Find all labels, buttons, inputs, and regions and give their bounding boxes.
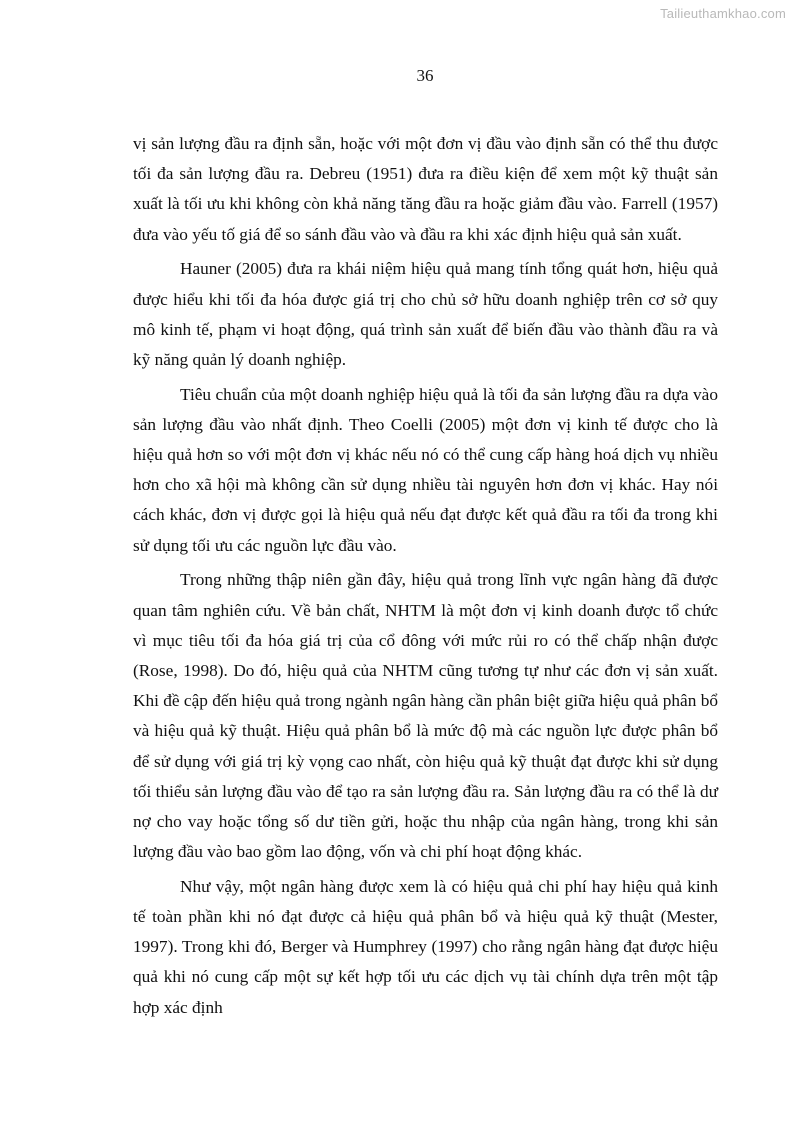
paragraph-cost-efficiency: Như vậy, một ngân hàng được xem là có hiệu quả chi phí hay hiệu quả kinh tế toàn phần khi nó đạt được cả hiệu quả phân bổ và hiệu quả kỹ thuật (Mester, 1997). Trong khi đó, Berger và Humphrey (1997) cho rằng ngân hàng đạt được hiệu quả khi nó cung cấp một sự kết hợp tối ưu các dịch vụ tài chính dựa trên một tập hợp xác định — [133, 876, 718, 1017]
paragraph-hauner: Hauner (2005) đưa ra khái niệm hiệu quả mang tính tổng quát hơn, hiệu quả được hiểu khi tối đa hóa được giá trị cho chủ sở hữu doanh nghiệp trên cơ sở quy mô kinh tế, phạm vi hoạt động, quá trình sản xuất để biến đầu vào thành đầu ra và kỹ năng quản lý doanh nghiệp. — [133, 259, 718, 369]
document-body — [133, 129, 718, 1027]
paragraph-efficiency-standard: Tiêu chuẩn của một doanh nghiệp hiệu quả là tối đa sản lượng đầu ra dựa vào sản lượng đầu vào nhất định. Theo Coelli (2005) một đơn vị kinh tế được cho là hiệu quả hơn so với một đơn vị khác nếu nó có thể cung cấp hàng hoá dịch vụ nhiều hơn cho xã hội mà không cần sử dụng nhiều tài nguyên hơn đơn vị khác. Hay nói cách khác, đơn vị được gọi là hiệu quả nếu đạt được kết quả đầu ra tối đa trong khi sử dụng tối ưu các nguồn lực đầu vào. — [133, 384, 718, 555]
watermark-text: Tailieuthamkhao.com — [660, 6, 786, 21]
page-number: 36 — [416, 66, 434, 85]
paragraph-banking-efficiency: Trong những thập niên gần đây, hiệu quả trong lĩnh vực ngân hàng đã được quan tâm nghiên cứu. Về bản chất, NHTM là một đơn vị kinh doanh được tổ chức vì mục tiêu tối đa hóa giá trị của cổ đông với mức rủi ro có thể chấp nhận được (Rose, 1998). Do đó, hiệu quả của NHTM cũng tương tự như các đơn vị sản xuất. Khi đề cập đến hiệu quả trong ngành ngân hàng cần phân biệt giữa hiệu quả phân bổ và hiệu quả kỹ thuật. Hiệu quả phân bổ là mức độ mà các nguồn lực được phân bổ để sử dụng với giá trị kỳ vọng cao nhất, còn hiệu quả kỹ thuật đạt được khi sử dụng tối thiểu sản lượng đầu vào để tạo ra sản lượng đầu ra. Sản lượng đầu ra có thể là dư nợ cho vay hoặc tổng số dư tiền gửi, hoặc thu nhập của ngân hàng, trong khi sản lượng đầu vào bao gồm lao động, vốn và chi phí hoạt động khác. — [133, 570, 718, 862]
paragraph-continued: vị sản lượng đầu ra định sẵn, hoặc với một đơn vị đầu vào định sẵn có thể thu được tối đa sản lượng đầu ra. Debreu (1951) đưa ra điều kiện để xem một kỹ thuật sản xuất là tối ưu khi không còn khả năng tăng đầu ra hoặc giảm đầu vào. Farrell (1957) đưa vào yếu tố giá để so sánh đầu vào và đầu ra khi xác định hiệu quả sản xuất. — [133, 134, 718, 244]
